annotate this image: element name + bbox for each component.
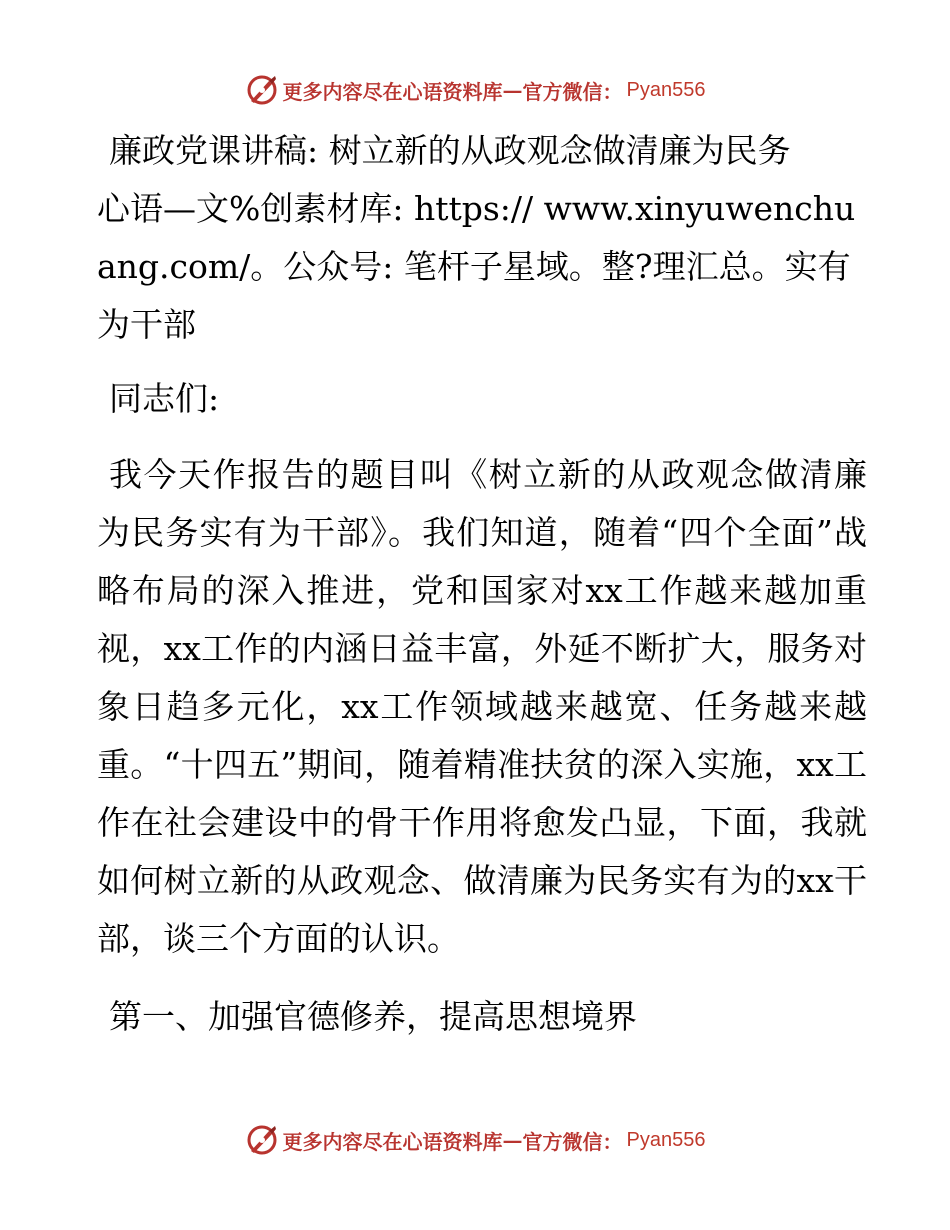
banner-wechat-id: Pyan556 <box>626 78 706 101</box>
banner-dash: — <box>502 78 523 102</box>
banner-wechat-id: Pyan556 <box>626 1128 706 1151</box>
header-banner <box>0 68 950 112</box>
banner-dash: — <box>502 1128 523 1152</box>
banner-wechat-label: 官方微信： <box>522 1129 623 1154</box>
quill-pen-logo-icon <box>245 73 279 107</box>
document-body <box>97 122 867 1046</box>
footer-banner <box>0 1118 950 1162</box>
banner-wechat-label: 官方微信： <box>522 79 623 104</box>
banner-text: 更多内容尽在心语资料库 <box>282 79 503 104</box>
source-note: 心语—文%创素材库: https:// www.xinyuwenchuang.com/。公众号: 笔杆子星域。整?理汇总。实有为干部 <box>97 189 856 344</box>
body-paragraph: 我今天作报告的题目叫《树立新的从政观念做清廉为民务实有为干部》。我们知道，随着“四个全面”战略布局的深入推进，党和国家对xx工作越来越加重视，xx工作的内涵日益丰富，外延不断扩大，服务对象日趋多元化，xx工作领域越来越宽、任务越来越重。“十四五”期间，随着精准扶贫的深入实施，xx工作在社会建设中的骨干作用将愈发凸显，下面，我就如何树立新的从政观念、做清廉为民务实有为的xx干部，谈三个方面的认识。 <box>97 455 867 958</box>
document-title: 廉政党课讲稿: 树立新的从政观念做清廉为民务 <box>109 131 791 170</box>
banner-text: 更多内容尽在心语资料库 <box>282 1129 503 1154</box>
greeting: 同志们: <box>109 379 220 418</box>
quill-pen-logo-icon <box>245 1123 279 1157</box>
section-heading: 第一、加强官德修养，提高思想境界 <box>109 997 637 1036</box>
